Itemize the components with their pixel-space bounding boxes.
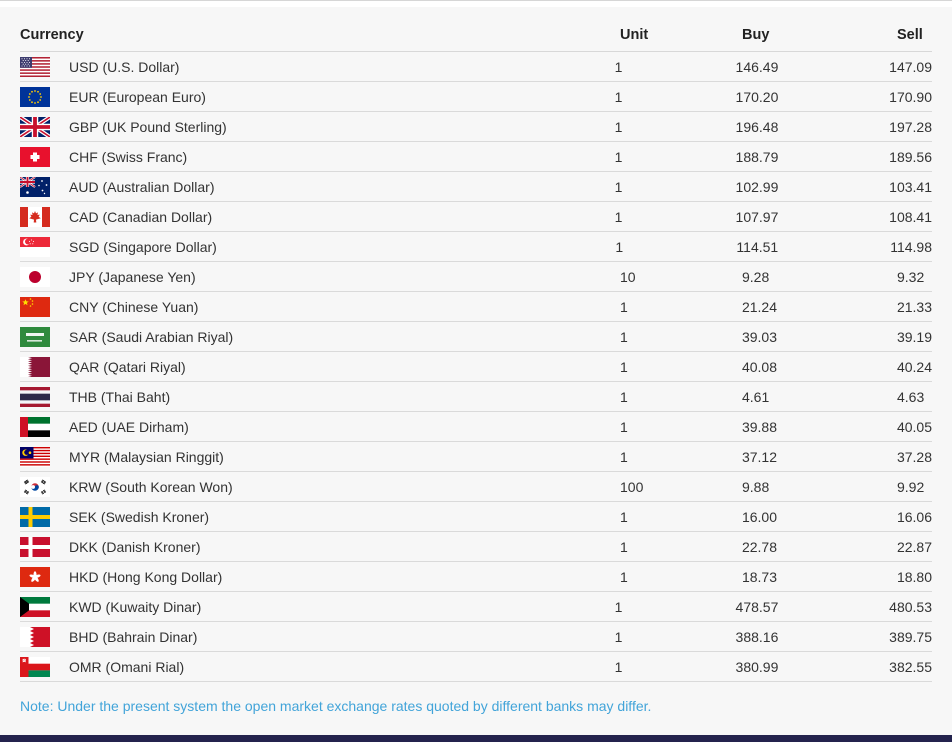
sell-value: 114.98 [890, 238, 932, 255]
table-row [20, 352, 932, 382]
unit-value: 1 [619, 298, 628, 315]
unit-value: 1 [619, 508, 628, 525]
currency-label: EUR (European Euro) [69, 88, 206, 105]
currency-cell [20, 117, 615, 137]
unit-value: 1 [619, 358, 628, 375]
china-flag-icon [20, 297, 50, 317]
table-row [20, 382, 932, 412]
buy-value: 146.49 [735, 58, 779, 75]
buy-value: 40.08 [741, 358, 778, 375]
currency-cell [20, 87, 615, 107]
unit-value: 1 [619, 328, 628, 345]
column-header-sell: Sell [897, 27, 923, 43]
currency-label: DKK (Danish Kroner) [69, 538, 201, 555]
table-row [20, 562, 932, 592]
sell-value: 108.41 [889, 208, 932, 225]
uk-flag-icon [20, 117, 50, 137]
south-korea-flag-icon [20, 477, 50, 497]
currency-label: HKD (Hong Kong Dollar) [69, 568, 223, 585]
buy-value: 18.73 [741, 568, 778, 585]
column-header-unit: Unit [620, 27, 649, 43]
table-row [20, 412, 932, 442]
currency-label: USD (U.S. Dollar) [69, 58, 180, 75]
sell-value: 9.92 [897, 478, 925, 495]
currency-label: SAR (Saudi Arabian Riyal) [69, 328, 234, 345]
buy-value: 388.16 [735, 628, 779, 645]
currency-label: CNY (Chinese Yuan) [69, 298, 199, 315]
qatar-flag-icon [20, 357, 50, 377]
sell-value: 480.53 [889, 598, 932, 615]
currency-label: QAR (Qatari Riyal) [69, 358, 186, 375]
buy-value: 16.00 [741, 508, 778, 525]
currency-cell [20, 207, 615, 227]
sell-value: 382.55 [889, 658, 932, 675]
unit-value: 100 [620, 478, 644, 495]
buy-value: 21.24 [741, 298, 778, 315]
buy-value: 9.88 [742, 478, 770, 495]
us-flag-icon [20, 57, 50, 77]
currency-label: AUD (Australian Dollar) [69, 178, 215, 195]
buy-value: 39.88 [741, 418, 778, 435]
unit-value: 1 [614, 58, 623, 75]
currency-label: OMR (Omani Rial) [69, 658, 185, 675]
sell-value: 22.87 [896, 538, 932, 555]
sell-value: 18.80 [896, 568, 932, 585]
unit-value: 1 [614, 178, 623, 195]
currency-cell [20, 327, 620, 347]
currency-cell [20, 387, 620, 407]
table-row [20, 292, 932, 322]
currency-label: SEK (Swedish Kroner) [69, 508, 210, 525]
canada-flag-icon [20, 207, 50, 227]
buy-value: 170.20 [735, 88, 779, 105]
table-row [20, 232, 932, 262]
unit-value: 1 [619, 418, 628, 435]
currency-label: AED (UAE Dirham) [69, 418, 189, 435]
currency-label: MYR (Malaysian Ringgit) [69, 448, 224, 465]
sell-value: 189.56 [889, 148, 932, 165]
buy-value: 39.03 [741, 328, 778, 345]
currency-label: BHD (Bahrain Dinar) [69, 628, 198, 645]
sell-value: 197.28 [889, 118, 932, 135]
exchange-rates-table [0, 7, 952, 714]
currency-cell [20, 297, 620, 317]
currency-label: JPY (Japanese Yen) [69, 268, 196, 285]
unit-value: 1 [620, 388, 628, 405]
eu-flag-icon [20, 87, 50, 107]
table-row [20, 52, 932, 82]
unit-value: 1 [614, 88, 623, 105]
sell-value: 9.32 [897, 268, 925, 285]
buy-value: 380.99 [735, 658, 779, 675]
unit-value: 1 [614, 118, 623, 135]
bahrain-flag-icon [20, 627, 50, 647]
table-row [20, 262, 932, 292]
table-row [20, 592, 932, 622]
hong-kong-flag-icon [20, 567, 50, 587]
bottom-bar [0, 735, 952, 742]
japan-flag-icon [20, 267, 50, 287]
unit-value: 1 [614, 148, 623, 165]
currency-label: GBP (UK Pound Sterling) [69, 118, 227, 135]
table-row [20, 502, 932, 532]
sweden-flag-icon [20, 507, 50, 527]
buy-value: 4.61 [742, 388, 770, 405]
table-row [20, 472, 932, 502]
table-row [20, 442, 932, 472]
table-row [20, 142, 932, 172]
currency-label: SGD (Singapore Dollar) [69, 238, 217, 255]
column-header-buy: Buy [742, 27, 770, 43]
sell-value: 21.33 [896, 298, 932, 315]
switzerland-flag-icon [20, 147, 50, 167]
oman-flag-icon [20, 657, 50, 677]
column-header-currency: Currency [20, 27, 84, 43]
unit-value: 1 [614, 208, 623, 225]
currency-cell [20, 267, 620, 287]
unit-value: 1 [614, 598, 623, 615]
sell-value: 16.06 [896, 508, 932, 525]
currency-cell [20, 657, 615, 677]
table-header-row [20, 7, 932, 52]
sell-value: 39.19 [896, 328, 932, 345]
table-row [20, 172, 932, 202]
table-row [20, 82, 932, 112]
buy-value: 478.57 [735, 598, 779, 615]
sell-value: 170.90 [889, 88, 932, 105]
currency-cell [20, 237, 615, 257]
sell-value: 4.63 [897, 388, 925, 405]
uae-flag-icon [20, 417, 50, 437]
currency-label: KWD (Kuwaity Dinar) [69, 598, 202, 615]
currency-cell [20, 567, 620, 587]
sell-value: 103.41 [889, 178, 932, 195]
currency-cell [20, 627, 615, 647]
table-row [20, 652, 932, 682]
saudi-arabia-flag-icon [20, 327, 50, 347]
table-row [20, 202, 932, 232]
top-strip [0, 0, 952, 7]
buy-value: 188.79 [735, 148, 779, 165]
sell-value: 389.75 [889, 628, 932, 645]
denmark-flag-icon [20, 537, 50, 557]
sell-value: 40.05 [896, 418, 932, 435]
buy-value: 196.48 [735, 118, 779, 135]
note-text: Note: Under the present system the open market exchange rates quoted by different banks may differ. [20, 698, 652, 714]
unit-value: 1 [614, 658, 623, 675]
buy-value: 107.97 [735, 208, 779, 225]
sell-value: 147.09 [889, 58, 932, 75]
malaysia-flag-icon [20, 447, 50, 467]
currency-label: CAD (Canadian Dollar) [69, 208, 213, 225]
table-row [20, 322, 932, 352]
currency-cell [20, 147, 615, 167]
buy-value: 37.12 [741, 448, 778, 465]
currency-cell [20, 477, 620, 497]
currency-cell [20, 357, 620, 377]
buy-value: 114.51 [736, 238, 779, 255]
table-row [20, 112, 932, 142]
currency-cell [20, 57, 615, 77]
table-row [20, 622, 932, 652]
singapore-flag-icon [20, 237, 50, 257]
unit-value: 10 [620, 268, 636, 285]
currency-cell [20, 597, 615, 617]
buy-value: 22.78 [741, 538, 778, 555]
kuwait-flag-icon [20, 597, 50, 617]
unit-value: 1 [615, 238, 624, 255]
australia-flag-icon [20, 177, 50, 197]
currency-cell [20, 447, 620, 467]
currency-cell [20, 417, 620, 437]
table-row [20, 532, 932, 562]
unit-value: 1 [619, 568, 628, 585]
sell-value: 40.24 [896, 358, 932, 375]
buy-value: 9.28 [742, 268, 770, 285]
currency-label: THB (Thai Baht) [69, 388, 171, 405]
sell-value: 37.28 [896, 448, 932, 465]
unit-value: 1 [619, 538, 628, 555]
unit-value: 1 [619, 448, 628, 465]
table-body [20, 52, 932, 682]
currency-label: CHF (Swiss Franc) [69, 148, 188, 165]
thailand-flag-icon [20, 387, 50, 407]
unit-value: 1 [614, 628, 623, 645]
currency-label: KRW (South Korean Won) [69, 478, 233, 495]
buy-value: 102.99 [735, 178, 779, 195]
currency-cell [20, 507, 620, 527]
currency-cell [20, 177, 615, 197]
currency-cell [20, 537, 620, 557]
